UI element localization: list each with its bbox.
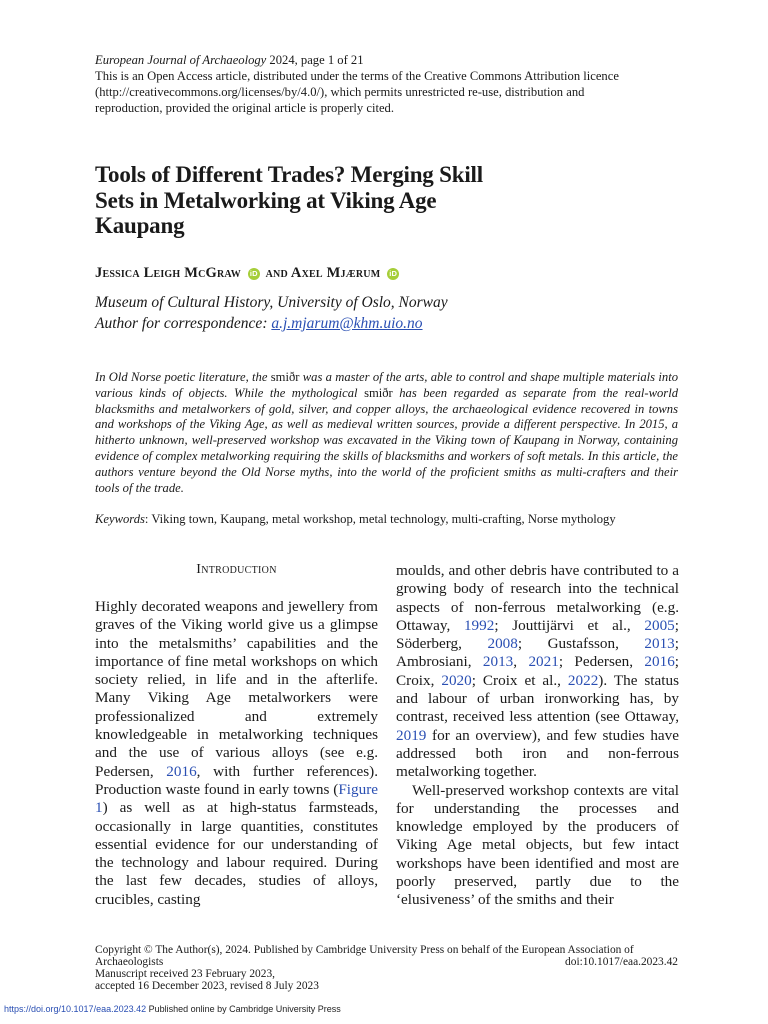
- orcid-icon[interactable]: iD: [248, 268, 260, 280]
- author-conjunction: and: [265, 265, 288, 281]
- publisher-bar: [4, 1004, 341, 1014]
- body-paragraph: [396, 562, 679, 782]
- manuscript-received: Manuscript received 23 February 2023,: [95, 968, 275, 980]
- copyright-association: Archaeologists: [95, 956, 164, 968]
- license-line-3: reproduction, provided the original article is properly cited.: [95, 101, 395, 115]
- abstract: [95, 370, 678, 496]
- body-text: ; Jouttijärvi et al.,: [494, 616, 645, 634]
- reference-link[interactable]: 2019: [396, 726, 427, 744]
- correspondence-label: Author for correspondence:: [95, 315, 272, 332]
- orcid-icon[interactable]: iD: [387, 268, 399, 280]
- author-mcgraw: Jessica Leigh McGraw: [95, 265, 241, 281]
- reference-link[interactable]: 2016: [166, 762, 197, 780]
- reference-link[interactable]: 2008: [487, 635, 518, 653]
- journal-header: [95, 52, 685, 116]
- keywords-values: : Viking town, Kaupang, metal workshop, metal technology, multi-crafting, Norse mythology: [144, 512, 616, 526]
- reference-link[interactable]: 2005: [644, 616, 675, 634]
- license-line-1: This is an Open Access article, distributed under the terms of the Creative Commons Attribution licence: [95, 69, 619, 83]
- keywords-label: Keywords: [95, 512, 145, 526]
- smidr-term: smiðr: [270, 370, 300, 384]
- body-text: , with further references). Production waste found in early towns (: [95, 762, 379, 798]
- journal-name: European Journal of Archaeology: [95, 53, 267, 67]
- body-text: Highly decorated weapons and jewellery from graves of the Viking world give us a glimpse into the metalsmiths’ capabilities and the importance of fine metal workshops on which society relied, in life and in the afterlife. Many Viking Age metalworkers were professionalized and extremely knowledgeable in metalworking techniques and the use of various alloys (see e.g. Pedersen,: [95, 598, 378, 780]
- reference-link[interactable]: 2013: [644, 635, 675, 653]
- reference-link[interactable]: 2020: [441, 671, 472, 689]
- body-text: ; Gustafsson,: [517, 635, 645, 653]
- body-column-left: [95, 598, 378, 909]
- body-paragraph: Well-preserved workshop contexts are vital for understanding the processes and knowledge employed by the producers of Viking Age metal objects, but few intact workshops have been identified and most are poorly preserved, partly due to the ‘elusiveness’ of the smiths and their: [396, 781, 679, 909]
- body-text: ; Croix et al.,: [471, 671, 568, 689]
- body-text: moulds, and other debris have contributed to a growing body of research into the technical aspects of non-ferrous metalworking (e.g. Ottaway,: [396, 562, 679, 634]
- reference-link[interactable]: 2021: [528, 653, 559, 671]
- reference-link[interactable]: 2022: [567, 671, 599, 689]
- section-heading-introduction: Introduction: [196, 562, 277, 577]
- reference-link[interactable]: 2016: [644, 653, 675, 671]
- body-text: ; Pedersen,: [558, 653, 645, 671]
- manuscript-accepted: accepted 16 December 2023, revised 8 July 2023: [95, 980, 319, 992]
- license-line-2: (http://creativecommons.org/licenses/by/4.0/), which permits unrestricted re-use, distribution and: [95, 85, 585, 99]
- keywords: [95, 512, 685, 527]
- journal-info: 2024, page 1 of 21: [266, 53, 364, 67]
- correspondence-email-link[interactable]: a.j.mjarum@khm.uio.no: [271, 315, 423, 332]
- author-mjaerum: Axel Mjærum: [290, 265, 381, 281]
- published-online-text: Published online by Cambridge University Press: [146, 1004, 341, 1014]
- abstract-text: In Old Norse poetic literature, the: [95, 370, 271, 384]
- body-text: ; Croix,: [396, 653, 680, 689]
- body-column-right: [396, 562, 679, 910]
- journal-citation: [95, 52, 685, 68]
- doi-text: doi:10.1017/eaa.2023.42: [565, 956, 678, 968]
- author-list: [95, 265, 401, 282]
- body-text: ,: [513, 653, 529, 671]
- article-title: Tools of Different Trades? Merging Skill Sets in Metalworking at Viking Age Kaupang: [95, 162, 483, 238]
- reference-link[interactable]: 1992: [463, 616, 495, 634]
- doi-link[interactable]: https://doi.org/10.1017/eaa.2023.42: [4, 1004, 147, 1014]
- reference-link[interactable]: 2013: [482, 653, 514, 671]
- body-paragraph: [95, 598, 378, 909]
- body-text: for an overview), and few studies have addressed both iron and non-ferrous metalworking together.: [396, 726, 679, 781]
- body-text: ; Söderberg,: [396, 616, 679, 653]
- smidr-term: smiðr: [364, 385, 393, 400]
- page-footer: [95, 944, 678, 992]
- body-text: ) as well as at high-status farmsteads, occasionally in large quantities, constitutes essential evidence for our understanding of the technology and labour required. During the last few decades, studies of alloys, crucibles, casting: [95, 799, 378, 908]
- figure-link[interactable]: Figure 1: [95, 780, 378, 817]
- affiliation: Museum of Cultural History, University of Oslo, Norway: [95, 294, 448, 311]
- abstract-text: was a master of the arts, able to control and shape multiple materials into various kinds of objects. While the mythological: [95, 370, 678, 400]
- footer-row: [95, 956, 678, 968]
- copyright-line: Copyright © The Author(s), 2024. Published by Cambridge University Press on behalf of the European Association of: [95, 944, 634, 956]
- body-text: ; Ambrosiani,: [396, 635, 679, 671]
- body-text: ). The status and labour of urban ironworking has, by contrast, received less attention (see Ottaway,: [396, 671, 679, 726]
- affiliation-block: [95, 292, 448, 334]
- abstract-text: has been regarded as separate from the real-world blacksmiths and metalworkers of gold, silver, and copper alloys, the archaeological evidence recovered in towns and workshops of the Viking Age, as well as medieval written sources, provide a different perspective. In 2015, a hitherto unknown, well-preserved workshop was excavated in the Viking town of Kaupang in Norway, containing evidence of complex metalworking requiring the skills of blacksmiths and workers of soft metals. In this article, the authors venture beyond the Old Norse myths, into the world of the proficient smiths as multi-crafters and their tools of the trade.: [95, 385, 678, 495]
- correspondence: [95, 313, 448, 334]
